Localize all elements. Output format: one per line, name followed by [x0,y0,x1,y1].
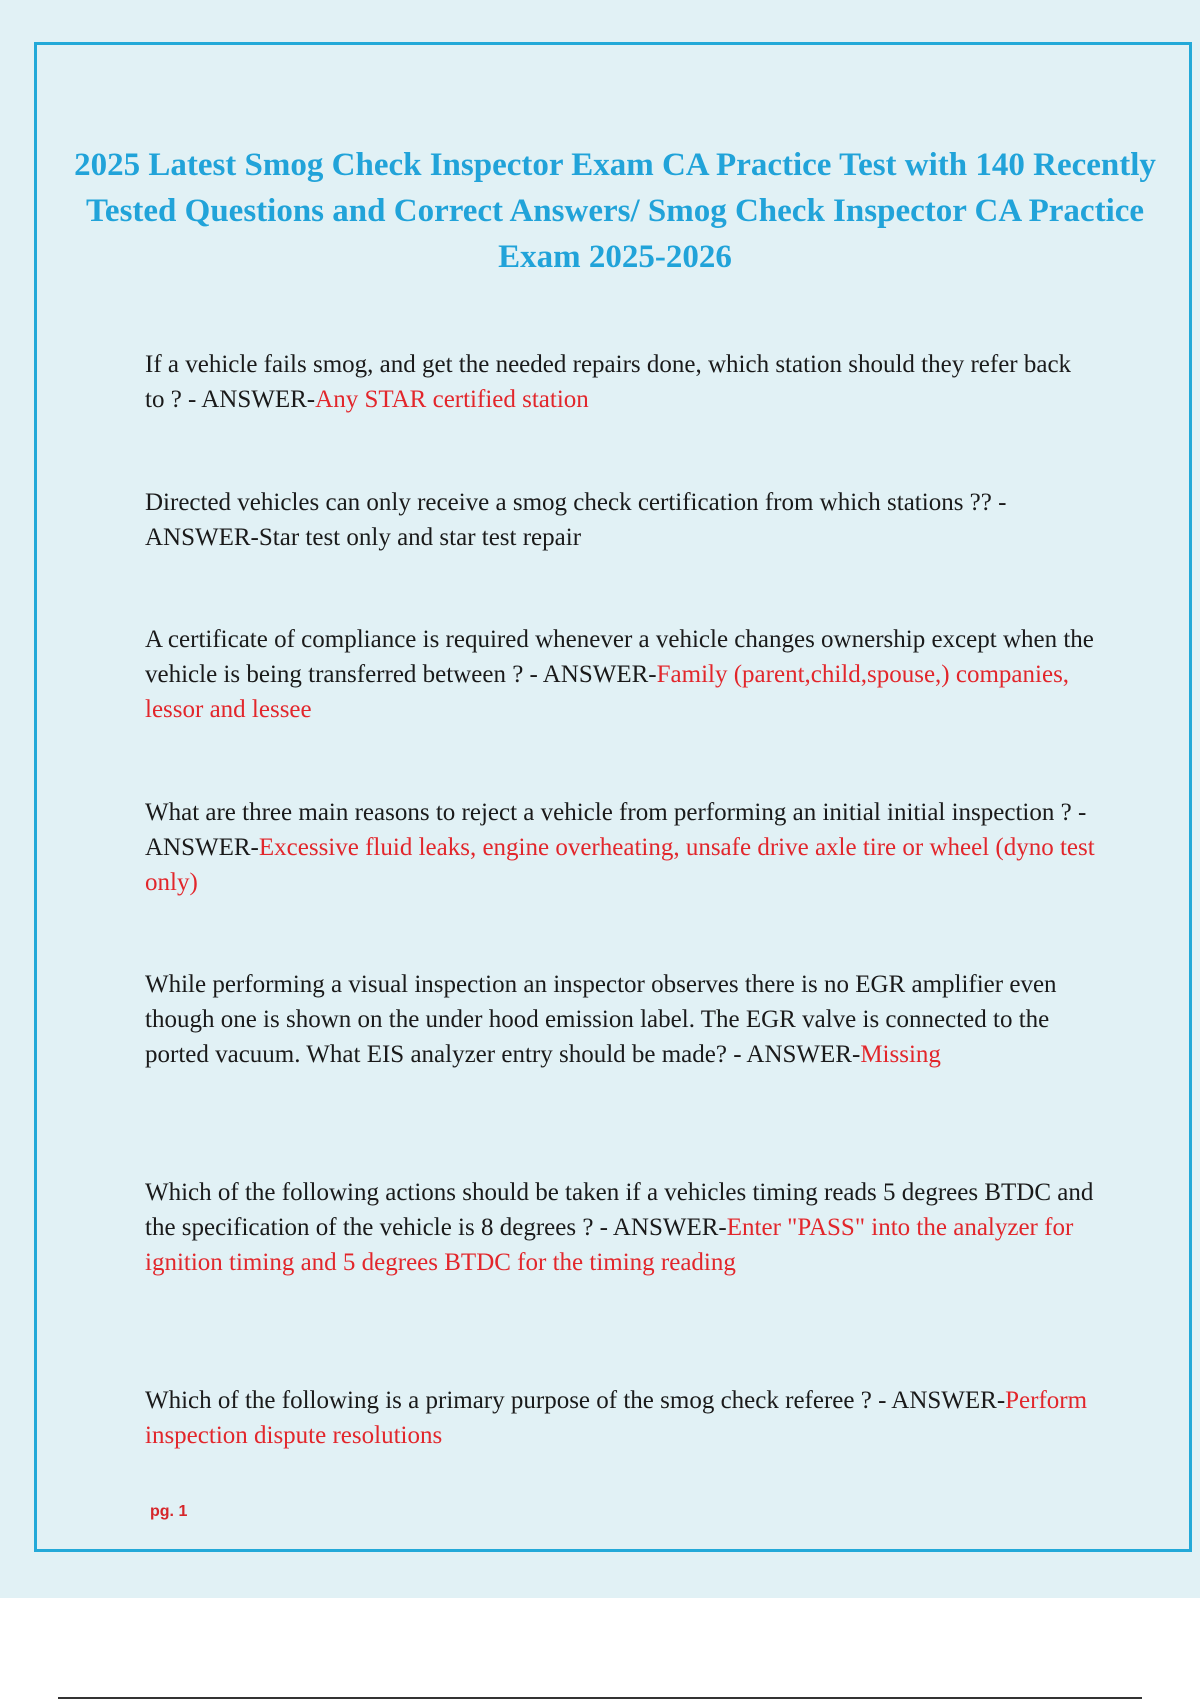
answer-label: ANSWER- [542,661,657,688]
bottom-divider [58,1697,1142,1699]
answer-label: ANSWER- [891,1387,1006,1414]
document-title: 2025 Latest Smog Check Inspector Exam CA Practice Test with 140 Recently Tested Questions and Correct Answers/ Smog Check Inspector CA Practice Exam 2025-2026 [74,147,1156,275]
answer-text: Perform inspection dispute resolutions [145,1387,1088,1449]
answer-text: Family (parent,child,spouse,) companies, lessor and lessee [145,661,1070,723]
qa-item-3 [145,622,1095,727]
answer-text: Star test only and star test repair [258,524,582,551]
question-text: While performing a visual inspection an inspector observes there is no EGR amplifier even though one is shown on the under hood emission label. The EGR valve is connected to the ported vacuum. What EIS analyzer entry should be made? - [145,971,1057,1068]
answer-text: Excessive fluid leaks, engine overheating, unsafe drive axle tire or wheel (dyno test only) [145,834,1095,896]
question-text: What are three main reasons to reject a vehicle from performing an initial initial inspection ? - [145,799,1087,826]
qa-item-1 [145,347,1095,417]
answer-label: ANSWER- [746,1041,861,1068]
qa-item-5 [145,967,1095,1072]
qa-item-6 [145,1175,1095,1280]
answer-label: ANSWER- [612,1214,727,1241]
question-text: If a vehicle fails smog, and get the needed repairs done, which station should they refer back to ? - [145,351,1072,413]
answer-label: ANSWER- [201,386,316,413]
answer-label: ANSWER- [145,524,259,551]
question-text: Which of the following actions should be taken if a vehicles timing reads 5 degrees BTDC and the specification of the vehicle is 8 degrees ? - [145,1179,1094,1241]
answer-label: ANSWER- [145,834,259,861]
qa-item-4 [145,795,1095,900]
page-number: pg. 1 [150,1503,188,1520]
qa-item-2 [145,485,1095,555]
answer-text: Missing [860,1041,941,1068]
answer-text: Enter "PASS" into the analyzer for ignition timing and 5 degrees BTDC for the timing reading [145,1214,1074,1276]
answer-text: Any STAR certified station [315,386,589,413]
question-text: Directed vehicles can only receive a smog check certification from which stations ?? - [145,489,1007,516]
qa-item-7 [145,1383,1095,1453]
question-text: Which of the following is a primary purpose of the smog check referee ? - [145,1387,892,1414]
question-text: A certificate of compliance is required whenever a vehicle changes ownership except when the vehicle is being transferred between ? - [145,626,1094,688]
